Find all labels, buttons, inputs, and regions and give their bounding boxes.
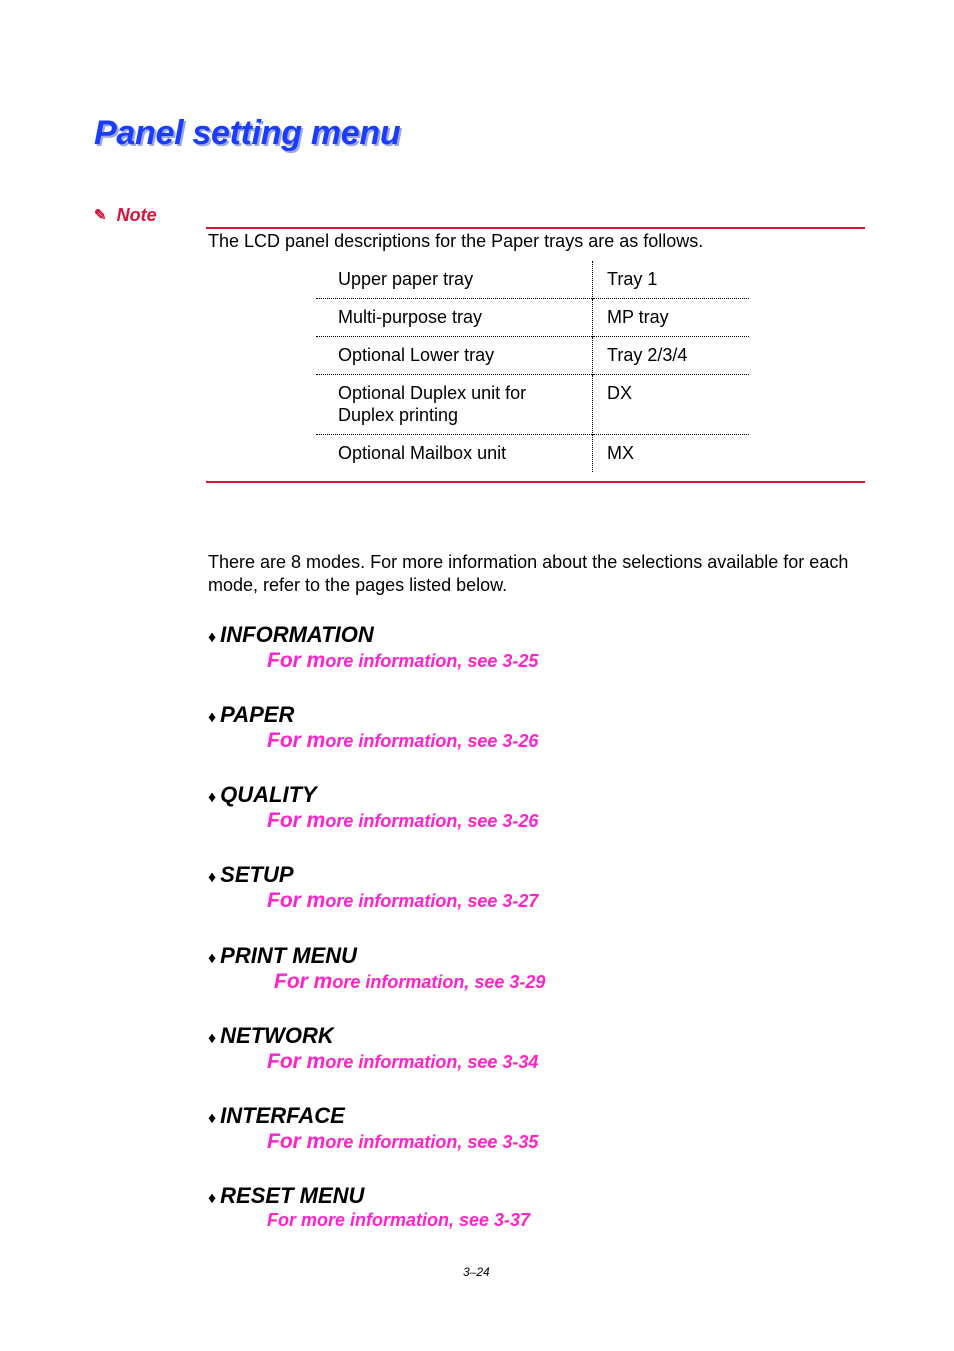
mode-item-interface — [208, 1102, 538, 1154]
tray-name: Optional Lower tray — [316, 337, 593, 375]
diamond-bullet-icon: ♦ — [208, 1110, 217, 1127]
tray-table — [316, 261, 749, 472]
tray-lcd-label: MP tray — [593, 299, 750, 337]
page-number: 3–24 — [463, 1265, 490, 1279]
note-text: The LCD panel descriptions for the Paper trays are as follows. — [208, 231, 704, 251]
mode-link[interactable]: For more information, see 3-37 — [267, 1210, 531, 1230]
diamond-bullet-icon: ♦ — [208, 629, 217, 646]
diamond-bullet-icon: ♦ — [208, 1030, 217, 1047]
tray-lcd-label: MX — [593, 435, 750, 473]
note-top-rule — [206, 227, 865, 229]
mode-item-information — [208, 621, 538, 673]
table-row — [316, 435, 749, 473]
mode-item-setup — [208, 861, 538, 913]
mode-name: INTERFACE — [220, 1103, 345, 1128]
mode-item-network — [208, 1022, 538, 1074]
diamond-bullet-icon: ♦ — [208, 709, 217, 726]
mode-item-paper — [208, 701, 538, 753]
mode-link[interactable]: For more information, see 3-25 — [267, 649, 539, 672]
tray-name: Optional Mailbox unit — [316, 435, 593, 473]
mode-name: RESET MENU — [220, 1183, 365, 1208]
diamond-bullet-icon: ♦ — [208, 1190, 217, 1207]
note-label: Note — [116, 204, 157, 225]
mode-link[interactable]: For more information, see 3-34 — [267, 1050, 539, 1073]
table-row — [316, 261, 749, 299]
diamond-bullet-icon: ♦ — [208, 789, 217, 806]
mode-item-quality — [208, 781, 538, 833]
tray-name: Upper paper tray — [316, 261, 593, 299]
diamond-bullet-icon: ♦ — [208, 950, 217, 967]
mode-item-reset-menu — [208, 1182, 530, 1230]
tray-lcd-label: Tray 2/3/4 — [593, 337, 750, 375]
diamond-bullet-icon: ♦ — [208, 869, 217, 886]
table-row — [316, 299, 749, 337]
note-header — [94, 204, 157, 226]
tray-name: Multi-purpose tray — [316, 299, 593, 337]
mode-link[interactable]: For more information, see 3-26 — [267, 729, 539, 752]
note-bottom-rule — [206, 481, 865, 483]
table-row — [316, 375, 749, 435]
tray-name: Optional Duplex unit for Duplex printing — [316, 375, 593, 435]
mode-name: QUALITY — [220, 782, 317, 807]
tray-lcd-label: DX — [593, 375, 750, 435]
mode-name: NETWORK — [220, 1023, 334, 1048]
page-title: Panel setting menu — [94, 114, 401, 152]
mode-name: SETUP — [220, 862, 294, 887]
pointing-hand-icon: ✎ — [94, 207, 107, 224]
table-row — [316, 337, 749, 375]
mode-link[interactable]: For more information, see 3-27 — [267, 889, 539, 912]
mode-name: INFORMATION — [220, 622, 374, 647]
tray-lcd-label: Tray 1 — [607, 269, 658, 289]
mode-item-print-menu — [208, 942, 545, 994]
mode-link[interactable]: For more information, see 3-35 — [267, 1130, 539, 1153]
mode-name: PAPER — [220, 702, 295, 727]
intro-paragraph: There are 8 modes. For more information about the selections available for each mode, refer to the pages listed below. — [208, 552, 849, 595]
mode-link[interactable]: For more information, see 3-29 — [274, 970, 546, 993]
mode-link[interactable]: For more information, see 3-26 — [267, 809, 539, 832]
mode-name: PRINT MENU — [220, 943, 358, 968]
